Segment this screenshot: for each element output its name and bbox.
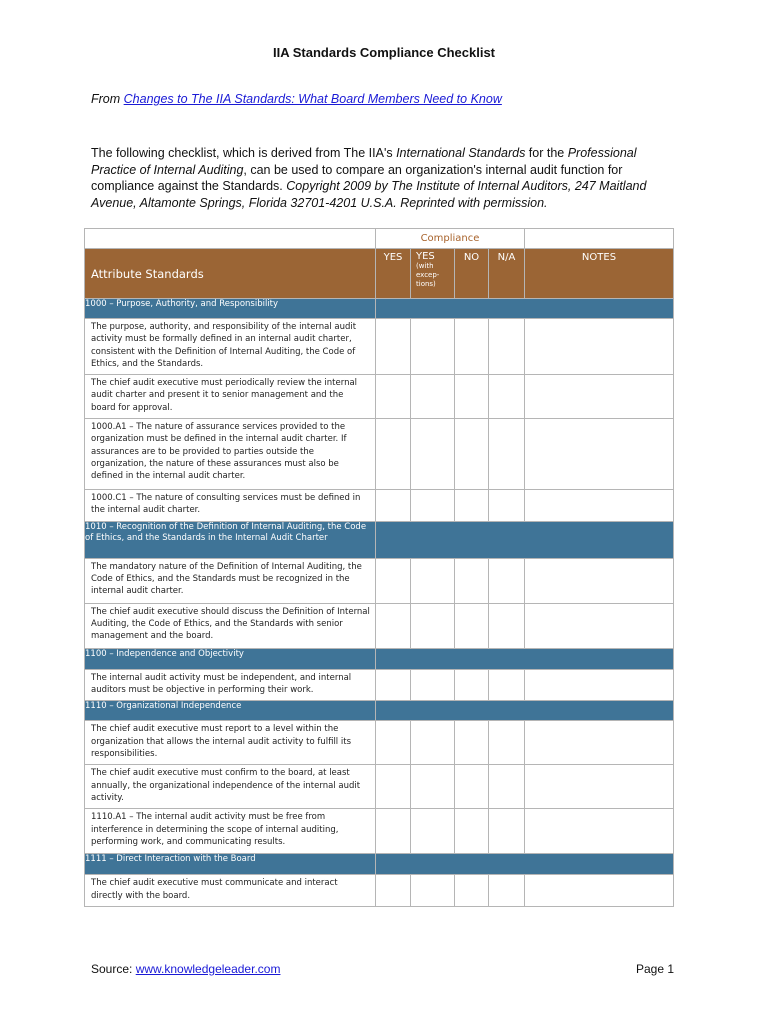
yes-cell[interactable] bbox=[376, 319, 411, 375]
notes-cell[interactable] bbox=[525, 875, 674, 907]
from-prefix: From bbox=[91, 92, 124, 106]
intro-italic-2: Professional Practice of Internal Auditing bbox=[91, 146, 637, 177]
section-fill bbox=[376, 701, 674, 721]
checklist-item-row bbox=[85, 490, 674, 522]
no-cell[interactable] bbox=[455, 809, 489, 854]
notes-cell[interactable] bbox=[525, 419, 674, 490]
yes-cell[interactable] bbox=[376, 765, 411, 809]
yes-cell[interactable] bbox=[376, 375, 411, 419]
standard-text: 1000.C1 – The nature of consulting services must be defined in the internal audit charter. bbox=[85, 490, 376, 522]
section-fill bbox=[376, 854, 674, 875]
no-cell[interactable] bbox=[455, 721, 489, 765]
yes-with-exceptions-cell[interactable] bbox=[411, 765, 455, 809]
yes-with-exceptions-cell[interactable] bbox=[411, 603, 455, 648]
col-notes-header: NOTES bbox=[525, 249, 674, 299]
standard-text: The chief audit executive must report to a level within the organization that allows the internal audit activity to fulfill its responsibilities. bbox=[85, 721, 376, 765]
col-na-header: N/A bbox=[489, 249, 525, 299]
blank-notes-header-cell bbox=[525, 229, 674, 249]
no-cell[interactable] bbox=[455, 375, 489, 419]
na-cell[interactable] bbox=[489, 765, 525, 809]
section-title: 1110 – Organizational Independence bbox=[85, 701, 376, 721]
yes-cell[interactable] bbox=[376, 875, 411, 907]
notes-cell[interactable] bbox=[525, 375, 674, 419]
yes-with-exceptions-cell[interactable] bbox=[411, 490, 455, 522]
no-cell[interactable] bbox=[455, 419, 489, 490]
notes-cell[interactable] bbox=[525, 603, 674, 648]
standard-text: The chief audit executive should discuss the Definition of Internal Auditing, the Code of Ethics, and the Standards with senior management and the board. bbox=[85, 603, 376, 648]
na-cell[interactable] bbox=[489, 721, 525, 765]
footer-source-link[interactable]: www.knowledgeleader.com bbox=[135, 962, 281, 976]
section-header-row bbox=[85, 299, 674, 319]
intro-italic-1: International Standards bbox=[396, 146, 526, 160]
yes-cell[interactable] bbox=[376, 721, 411, 765]
blank-header-cell bbox=[85, 229, 376, 249]
no-cell[interactable] bbox=[455, 765, 489, 809]
yes-cell[interactable] bbox=[376, 419, 411, 490]
checklist-item-row bbox=[85, 721, 674, 765]
yes-with-exceptions-cell[interactable] bbox=[411, 375, 455, 419]
notes-cell[interactable] bbox=[525, 669, 674, 701]
intro-text-2: for the bbox=[525, 146, 568, 160]
na-cell[interactable] bbox=[489, 809, 525, 854]
section-title: 1000 – Purpose, Authority, and Responsibility bbox=[85, 299, 376, 319]
notes-cell[interactable] bbox=[525, 809, 674, 854]
no-cell[interactable] bbox=[455, 875, 489, 907]
section-header-row bbox=[85, 521, 674, 558]
na-cell[interactable] bbox=[489, 875, 525, 907]
no-cell[interactable] bbox=[455, 490, 489, 522]
yes-cell[interactable] bbox=[376, 490, 411, 522]
section-fill bbox=[376, 521, 674, 558]
notes-cell[interactable] bbox=[525, 765, 674, 809]
from-line bbox=[91, 92, 502, 106]
checklist-item-row bbox=[85, 558, 674, 603]
section-title: 1100 – Independence and Objectivity bbox=[85, 648, 376, 669]
col-yes-header: YES bbox=[376, 249, 411, 299]
col-no-header: NO bbox=[455, 249, 489, 299]
section-fill bbox=[376, 299, 674, 319]
na-cell[interactable] bbox=[489, 669, 525, 701]
footer-source bbox=[91, 962, 280, 976]
yes-with-exceptions-cell[interactable] bbox=[411, 319, 455, 375]
column-header-row bbox=[85, 249, 674, 299]
intro-text-1: The following checklist, which is derived from The IIA's bbox=[91, 146, 397, 160]
yes-with-exceptions-cell[interactable] bbox=[411, 875, 455, 907]
section-fill bbox=[376, 648, 674, 669]
no-cell[interactable] bbox=[455, 603, 489, 648]
section-title: 1010 – Recognition of the Definition of Internal Auditing, the Code of Ethics, and the Standards in the Internal Audit Charter bbox=[85, 521, 376, 558]
no-cell[interactable] bbox=[455, 558, 489, 603]
compliance-checklist-table bbox=[84, 228, 674, 907]
standard-text: The purpose, authority, and responsibility of the internal audit activity must be formally defined in an internal audit charter, consistent with the Definition of Internal Auditing, the Code of Ethics, and the Standards. bbox=[85, 319, 376, 375]
notes-cell[interactable] bbox=[525, 558, 674, 603]
no-cell[interactable] bbox=[455, 669, 489, 701]
yes-cell[interactable] bbox=[376, 809, 411, 854]
standard-text: The chief audit executive must confirm to the board, at least annually, the organizational independence of the internal audit activity. bbox=[85, 765, 376, 809]
page-number: Page 1 bbox=[636, 962, 675, 976]
standard-text: The mandatory nature of the Definition of Internal Auditing, the Code of Ethics, and the Standards must be recognized in the internal audit charter. bbox=[85, 558, 376, 603]
source-article-link[interactable]: Changes to The IIA Standards: What Board Members Need to Know bbox=[123, 92, 502, 106]
checklist-item-row bbox=[85, 809, 674, 854]
intro-paragraph bbox=[91, 145, 681, 211]
notes-cell[interactable] bbox=[525, 490, 674, 522]
standard-text: The chief audit executive must periodically review the internal audit charter and present it to senior management and the board for approval. bbox=[85, 375, 376, 419]
yes-with-exceptions-cell[interactable] bbox=[411, 419, 455, 490]
attribute-standards-header: Attribute Standards bbox=[85, 249, 376, 299]
na-cell[interactable] bbox=[489, 558, 525, 603]
yes-with-exceptions-cell[interactable] bbox=[411, 558, 455, 603]
yes-cell[interactable] bbox=[376, 558, 411, 603]
section-header-row bbox=[85, 854, 674, 875]
standard-text: The internal audit activity must be independent, and internal auditors must be objective in performing their work. bbox=[85, 669, 376, 701]
col-yes-with-exceptions-header bbox=[411, 249, 455, 299]
intro-copyright: Copyright 2009 by The Institute of Internal Auditors, 247 Maitland Avenue, Altamonte Springs, Florida 32701-4201 U.S.A. Reprinted with permission. bbox=[91, 179, 647, 210]
checklist-item-row bbox=[85, 375, 674, 419]
yes-with-exceptions-cell[interactable] bbox=[411, 809, 455, 854]
yes-cell[interactable] bbox=[376, 603, 411, 648]
checklist-item-row bbox=[85, 419, 674, 490]
col-yes-exc-label: YES bbox=[416, 251, 435, 262]
na-cell[interactable] bbox=[489, 603, 525, 648]
col-yes-exc-sub: (with excep-tions) bbox=[416, 262, 440, 288]
yes-with-exceptions-cell[interactable] bbox=[411, 721, 455, 765]
no-cell[interactable] bbox=[455, 319, 489, 375]
section-header-row bbox=[85, 648, 674, 669]
na-cell[interactable] bbox=[489, 319, 525, 375]
checklist-item-row bbox=[85, 603, 674, 648]
compliance-header-row bbox=[85, 229, 674, 249]
na-cell[interactable] bbox=[489, 490, 525, 522]
section-title: 1111 – Direct Interaction with the Board bbox=[85, 854, 376, 875]
checklist-item-row bbox=[85, 319, 674, 375]
na-cell[interactable] bbox=[489, 375, 525, 419]
standard-text: 1110.A1 – The internal audit activity must be free from interference in determining the scope of internal auditing, performing work, and communicating results. bbox=[85, 809, 376, 854]
section-header-row bbox=[85, 701, 674, 721]
checklist-item-row bbox=[85, 669, 674, 701]
yes-cell[interactable] bbox=[376, 669, 411, 701]
page-title: IIA Standards Compliance Checklist bbox=[272, 45, 496, 60]
yes-with-exceptions-cell[interactable] bbox=[411, 669, 455, 701]
notes-cell[interactable] bbox=[525, 721, 674, 765]
standard-text: 1000.A1 – The nature of assurance services provided to the organization must be defined in the internal audit charter. If assurances are to be provided to parties outside the organization, the nature of these assurances must also be defined in the internal audit charter. bbox=[85, 419, 376, 490]
notes-cell[interactable] bbox=[525, 319, 674, 375]
footer-source-label: Source: bbox=[91, 962, 136, 976]
checklist-item-row bbox=[85, 765, 674, 809]
intro-text-3: , can be used to compare an organization's internal audit function for compliance against the Standards. bbox=[91, 162, 623, 193]
na-cell[interactable] bbox=[489, 419, 525, 490]
standard-text: The chief audit executive must communicate and interact directly with the board. bbox=[85, 875, 376, 907]
checklist-item-row bbox=[85, 875, 674, 907]
compliance-label: Compliance bbox=[376, 229, 525, 249]
